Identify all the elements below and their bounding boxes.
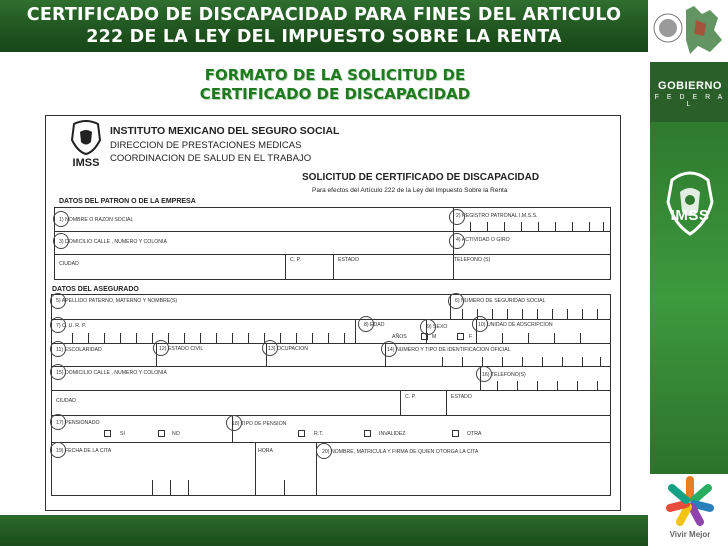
field-edad: 8) EDAD	[364, 322, 385, 328]
direction-name: DIRECCION DE PRESTACIONES MEDICAS	[110, 140, 302, 151]
checkbox-sexo-f[interactable]	[457, 333, 464, 340]
field-pension-rt: R.T.	[314, 431, 324, 437]
field-sexo-f: F	[469, 334, 473, 340]
annotation-circle	[50, 341, 66, 357]
field-actividad-giro: 4) ACTIVIDAD O GIRO	[456, 237, 510, 243]
checkbox-pension-invalidez[interactable]	[364, 430, 371, 437]
field-registro-patronal: 2) REGISTRO PATRONAL I.M.S.S.	[456, 213, 538, 219]
field-cp-asegurado: C. P.	[405, 394, 416, 400]
field-tipo-pension: 18) TIPO DE PENSION	[232, 421, 287, 427]
annotation-circle	[50, 317, 66, 333]
field-estado-civil: 12) ESTADO CIVIL	[159, 346, 204, 352]
annotation-circle	[53, 233, 69, 249]
annotation-circle	[262, 340, 278, 356]
slide-title-bar	[0, 0, 648, 52]
field-nombre-asegurado: 5) APELLIDO PATERNO, MATERNO Y NOMBRE(S)	[56, 298, 178, 304]
annotation-circle	[50, 414, 66, 430]
field-ciudad-asegurado: CIUDAD	[56, 398, 76, 404]
imss-logo-text: IMSS	[72, 157, 100, 168]
annotation-circle	[472, 316, 488, 332]
slide-subtitle-line2: CERTIFICADO DE DISCAPACIDAD	[199, 85, 471, 103]
annotation-circle	[381, 341, 397, 357]
government-seal	[650, 0, 728, 62]
slide-title-line1: CERTIFICADO DE DISCAPACIDAD PARA FINES DEL ARTICULO	[26, 5, 622, 25]
field-fecha-cita: 19) FECHA DE LA CITA	[56, 448, 112, 454]
field-domicilio-patron: 3) DOMICILIO CALLE , NUMERO Y COLONIA	[59, 239, 167, 245]
annotation-circle	[53, 211, 69, 227]
insured-section-title: DATOS DEL ASEGURADO	[52, 286, 139, 293]
field-sexo: 9) SEXO	[427, 324, 448, 330]
field-identificacion: 14) NUMERO Y TIPO DE IDENTIFICACION OFICIAL	[387, 347, 511, 353]
imss-banner	[650, 122, 728, 474]
checkbox-pensionado-no[interactable]	[158, 430, 165, 437]
annotation-circle	[449, 233, 465, 249]
field-nss: 6) NUMERO DE SEGURIDAD SOCIAL	[455, 298, 546, 304]
imss-logo-icon	[64, 120, 108, 168]
field-ocupacion: 13) OCUPACION	[268, 346, 308, 352]
gobierno-label: GOBIERNO	[658, 80, 722, 92]
coordination-name: COORDINACION DE SALUD EN EL TRABAJO	[110, 153, 312, 164]
field-unidad-adscripcion: 10) UNIDAD DE ADSCRIPCION	[478, 322, 553, 328]
disability-request-form	[45, 115, 621, 511]
field-anos: AÑOS	[392, 334, 407, 340]
annotation-circle	[358, 316, 374, 332]
field-domicilio-asegurado: 15) DOMICILIO CALLE , NUMERO Y COLONIA	[56, 370, 167, 376]
annotation-circle	[50, 364, 66, 380]
field-curp: 7) C. U. R. P.	[56, 323, 87, 329]
annotation-circle	[50, 442, 66, 458]
field-telefono-asegurado: 16) TELEFONO(S)	[482, 372, 526, 378]
annotation-circle	[50, 293, 66, 309]
annotation-circle	[449, 209, 465, 225]
checkbox-pensionado-si[interactable]	[104, 430, 111, 437]
field-ciudad-patron: CIUDAD	[59, 261, 79, 267]
slide-subtitle-line1: FORMATO DE LA SOLICITUD DE	[204, 66, 466, 84]
field-pension-invalidez: INVALIDEZ	[379, 431, 406, 437]
annotation-circle	[316, 443, 332, 459]
field-pensionado-si: SI	[120, 431, 125, 437]
request-title: SOLICITUD DE CERTIFICADO DE DISCAPACIDAD	[302, 172, 540, 183]
slide-title-line2: 222 DE LA LEY DEL IMPUESTO SOBRE LA RENTA	[86, 27, 562, 47]
field-nombre-razon-social: 1) NOMBRE O RAZON SOCIAL	[59, 217, 134, 223]
field-estado-patron: ESTADO	[338, 257, 359, 263]
annotation-circle	[153, 340, 169, 356]
field-pensionado: 17) PENSIONADO	[56, 420, 100, 426]
slide-subtitle	[170, 66, 500, 104]
federal-label: F E D E R A L	[654, 94, 726, 108]
field-escolaridad: 11) ESCOLARIDAD	[56, 347, 102, 353]
field-nombre-otorga-cita: 20) NOMBRE, MATRICULA Y FIRMA DE QUIEN OTORGA LA CITA	[322, 449, 479, 455]
field-cp-patron: C. P.	[290, 257, 301, 263]
eagle-seal-icon	[650, 0, 728, 62]
slide-bottom-bar	[0, 515, 648, 546]
annotation-circle	[448, 293, 464, 309]
request-subtitle: Para efectos del Artículo 222 de la Ley del Impuesto Sobre la Renta	[312, 187, 508, 194]
field-hora: HORA	[258, 448, 273, 454]
field-pension-otra: OTRA	[467, 431, 482, 437]
field-telefono-patron: TELEFONO (S)	[454, 257, 491, 263]
field-pensionado-no: NO	[172, 431, 180, 437]
employer-section-title: DATOS DEL PATRON O DE LA EMPRESA	[59, 198, 196, 205]
field-estado-asegurado: ESTADO	[451, 394, 472, 400]
field-sexo-m: M	[432, 334, 437, 340]
checkbox-pension-otra[interactable]	[452, 430, 459, 437]
institute-name: INSTITUTO MEXICANO DEL SEGURO SOCIAL	[110, 125, 340, 137]
gobierno-federal-banner	[650, 62, 728, 122]
annotation-circle	[226, 415, 242, 431]
branding-panel	[648, 0, 728, 546]
annotation-circle	[420, 319, 436, 335]
annotation-circle	[476, 366, 492, 382]
imss-brand-text: IMSS	[670, 207, 710, 224]
vivir-mejor-logo-icon	[650, 474, 728, 530]
checkbox-pension-rt[interactable]	[298, 430, 305, 437]
vivir-mejor-label: Vivir Mejor	[669, 530, 711, 539]
